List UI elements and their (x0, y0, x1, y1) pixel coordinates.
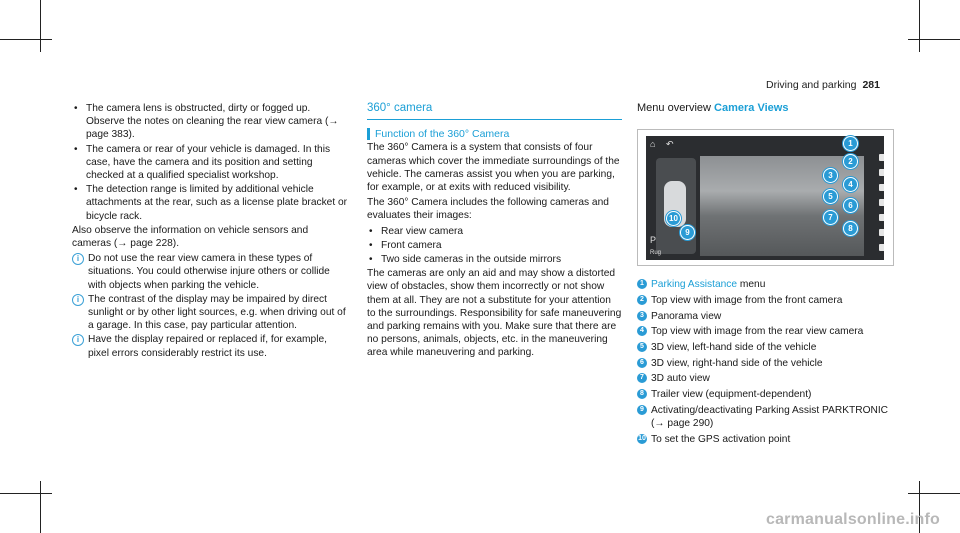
legend-text: Top view with image from the rear view camera (651, 326, 864, 338)
legend-text: To set the GPS activation point (651, 433, 791, 445)
legend-text: 3D auto view (651, 373, 710, 385)
legend-link[interactable]: Parking Assistance (651, 279, 738, 291)
section-title: 360° camera (367, 102, 622, 120)
list-item: • Two side cameras in the outside mirrors (367, 253, 622, 266)
legend-number: 10 (638, 434, 646, 442)
condition-list (72, 102, 350, 223)
paragraph: Also observe the information on vehicle sensors and cameras (→ page 228). (72, 224, 309, 250)
menu-title-prefix: Menu overview (637, 102, 711, 114)
note (72, 293, 350, 333)
note (72, 252, 350, 292)
legend-item (637, 404, 892, 430)
back-arrow-icon: ↶ (666, 139, 674, 150)
view-icon (879, 229, 884, 236)
section-name: Driving and parking (766, 79, 857, 91)
callout-1: 1 (843, 136, 858, 151)
legend-number: 7 (637, 373, 647, 383)
view-icon (879, 154, 884, 161)
crop-mark (40, 0, 41, 52)
legend-item (637, 278, 892, 291)
menu-title-highlight: Camera Views (714, 102, 789, 114)
legend-number: 8 (637, 389, 647, 399)
crop-mark (0, 39, 52, 40)
legend-text: Panorama view (651, 310, 722, 322)
legend-number: 4 (637, 326, 647, 336)
note-text: The contrast of the display may be impaired by direct sunlight or by other light sources, e.g. when driving out of a garage. In this case, pay particular attention. (88, 293, 346, 332)
page-number: 281 (862, 79, 880, 91)
legend-item (637, 372, 892, 385)
callout-5: 5 (823, 189, 838, 204)
crop-mark (908, 493, 960, 494)
callout-7: 7 (823, 210, 838, 225)
info-circle-icon: i (72, 294, 84, 306)
legend-item (637, 294, 892, 307)
column-left (72, 102, 350, 360)
view-icon (879, 184, 884, 191)
watermark[interactable]: carmanualsonline.info (765, 511, 940, 528)
legend-item (637, 310, 892, 323)
callout-9: 9 (680, 225, 695, 240)
note-text: Have the display repaired or replaced if, for example, pixel errors considerably restrict its use. (88, 334, 327, 359)
camera-image (700, 156, 864, 256)
legend-number: 3 (637, 311, 647, 321)
column-right (637, 102, 892, 448)
running-header (766, 79, 880, 91)
column-middle (367, 102, 622, 362)
view-icon (879, 244, 884, 251)
view-icon (879, 169, 884, 176)
crop-mark (40, 481, 41, 533)
subheading: Function of the 360° Camera (367, 128, 622, 141)
callout-10: 10 (666, 211, 681, 226)
legend-text: Trailer view (equipment-dependent) (651, 389, 812, 401)
callout-6: 6 (843, 198, 858, 213)
crop-mark (908, 39, 960, 40)
callout-4: 4 (843, 177, 858, 192)
legend-number: 9 (637, 405, 647, 415)
list-item: • The camera or rear of your vehicle is damaged. In this case, have the camera and its position and setting checked at a qualified specialist workshop. (72, 143, 350, 183)
legend-text: Activating/deactivating Parking Assist PARKTRONIC (→ page 290) (651, 404, 889, 430)
callout-2: 2 (843, 154, 858, 169)
home-icon: ⌂ (650, 139, 656, 150)
note (72, 333, 350, 359)
menu-title (637, 102, 892, 115)
view-icon (879, 214, 884, 221)
info-circle-icon: i (72, 253, 84, 265)
legend-number: 6 (637, 358, 647, 368)
crop-mark (0, 493, 52, 494)
legend-text: menu (737, 279, 766, 291)
list-item: • The camera lens is obstructed, dirty or fogged up. Observe the notes on cleaning the rear view camera (→ page 383). (72, 102, 350, 142)
legend-item (637, 388, 892, 401)
list-item: • Front camera (367, 239, 622, 252)
paragraph: The 360° Camera is a system that consists of four cameras which cover the immediate surroundings of the vehicle. The cameras assist you when you are parking, for example, or at exits with reduced visibility. (367, 142, 620, 194)
list-item: • Rear view camera (367, 225, 622, 238)
legend-item (637, 325, 892, 338)
list-item: • The detection range is limited by additional vehicle attachments at the rear, such as a license plate bracket or bicycle rack. (72, 183, 350, 223)
view-icon (879, 199, 884, 206)
legend-number: 5 (637, 342, 647, 352)
legend-item (637, 357, 892, 370)
crop-mark (919, 0, 920, 52)
legend-list (637, 278, 892, 446)
legend-item (637, 433, 892, 446)
parking-icon: P (650, 235, 657, 246)
legend-item (637, 341, 892, 354)
legend-text: 3D view, left-hand side of the vehicle (651, 342, 817, 354)
callout-3: 3 (823, 168, 838, 183)
callout-8: 8 (843, 221, 858, 236)
paragraph: The cameras are only an aid and may show a distorted view of obstacles, show them incorrectly or not show them at all. They are not a substitute for your attention to the surroundings. Responsibility for safe maneuvering and parking remains with you. Make sure that there are no persons, animals, objects, etc. in the maneuvering area while maneuvering and parking. (367, 268, 622, 359)
info-circle-icon: i (72, 334, 84, 346)
camera-views-screenshot (637, 129, 894, 266)
legend-text: 3D view, right-hand side of the vehicle (651, 357, 823, 369)
legend-number: 2 (637, 295, 647, 305)
camera-list (367, 225, 622, 267)
legend-text: Top view with image from the front camera (651, 294, 843, 306)
legend-number: 1 (637, 279, 647, 289)
screen-label: Rug (650, 250, 662, 257)
paragraph: The 360° Camera includes the following cameras and evaluates their images: (367, 197, 609, 222)
note-text: Do not use the rear view camera in these types of situations. You could otherwise injure others or collide with objects when parking the vehicle. (88, 253, 330, 291)
